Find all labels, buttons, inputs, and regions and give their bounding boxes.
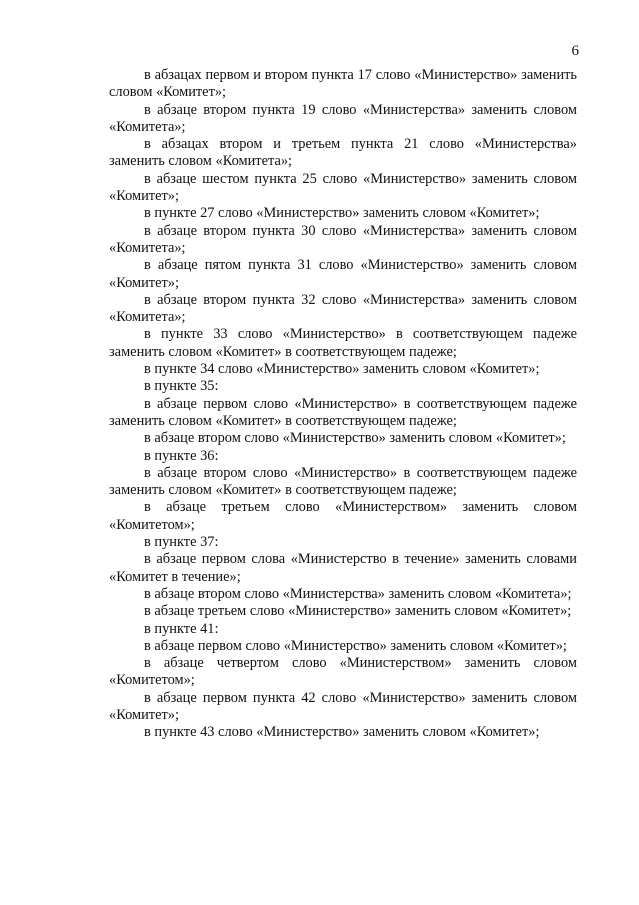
paragraph: в абзаце первом слово «Министерство» в соответствующем падеже заменить словом «Комитет» в соответствующем падеже; — [109, 395, 577, 429]
paragraph: в пункте 34 слово «Министерство» заменить словом «Комитет»; — [144, 361, 540, 378]
paragraph: в абзаце первом слова «Министерство в течение» заменить словами «Комитет в течение»; — [109, 551, 577, 585]
paragraph: в абзаце третьем слово «Министерством» заменить словом «Комитетом»; — [109, 499, 577, 533]
paragraph: в абзаце втором слово «Министерство» заменить словом «Комитет»; — [144, 430, 566, 447]
paragraph: в абзаце втором пункта 32 слово «Министерства» заменить словом «Комитета»; — [109, 291, 577, 326]
paragraph: в абзаце первом слово «Министерство» заменить словом «Комитет»; — [144, 637, 567, 654]
paragraph: в абзаце втором пункта 30 слово «Министерства» заменить словом «Комитета»; — [109, 222, 577, 256]
paragraph: в абзацах первом и втором пункта 17 слово «Министерство» заменить словом «Комитет»; — [109, 67, 577, 101]
document-body — [109, 67, 577, 742]
paragraph: в абзаце втором пункта 19 слово «Министерства» заменить словом «Комитета»; — [109, 101, 577, 135]
paragraph: в пункте 37: — [144, 534, 219, 551]
paragraph: в абзаце втором слово «Министерства» заменить словом «Комитета»; — [144, 585, 572, 602]
paragraph: в пункте 43 слово «Министерство» заменить словом «Комитет»; — [144, 724, 540, 741]
paragraph: в абзаце третьем слово «Министерство» заменить словом «Комитет»; — [144, 603, 572, 620]
paragraph: в пункте 35: — [144, 378, 219, 395]
paragraph: в абзаце втором слово «Министерство» в соответствующем падеже заменить словом «Комитет» в соответствующем падеже; — [109, 464, 577, 499]
paragraph: в абзаце первом пункта 42 слово «Министерство» заменить словом «Комитет»; — [109, 689, 577, 723]
paragraph: в пункте 27 слово «Министерство» заменить словом «Комитет»; — [144, 205, 540, 222]
paragraph: в абзаце пятом пункта 31 слово «Министерство» заменить словом «Комитет»; — [109, 257, 577, 291]
paragraph: в абзаце шестом пункта 25 слово «Министерство» заменить словом «Комитет»; — [109, 170, 577, 205]
paragraph: в пункте 33 слово «Министерство» в соответствующем падеже заменить словом «Комитет» в соответствующем падеже; — [109, 326, 577, 360]
paragraph: в абзацах втором и третьем пункта 21 слово «Министерства» заменить словом «Комитета»; — [109, 136, 577, 170]
paragraph: в пункте 36: — [144, 447, 219, 464]
page-number: 6 — [571, 43, 579, 59]
paragraph: в абзаце четвертом слово «Министерством» заменить словом «Комитетом»; — [109, 655, 577, 689]
paragraph: в пункте 41: — [144, 620, 219, 637]
